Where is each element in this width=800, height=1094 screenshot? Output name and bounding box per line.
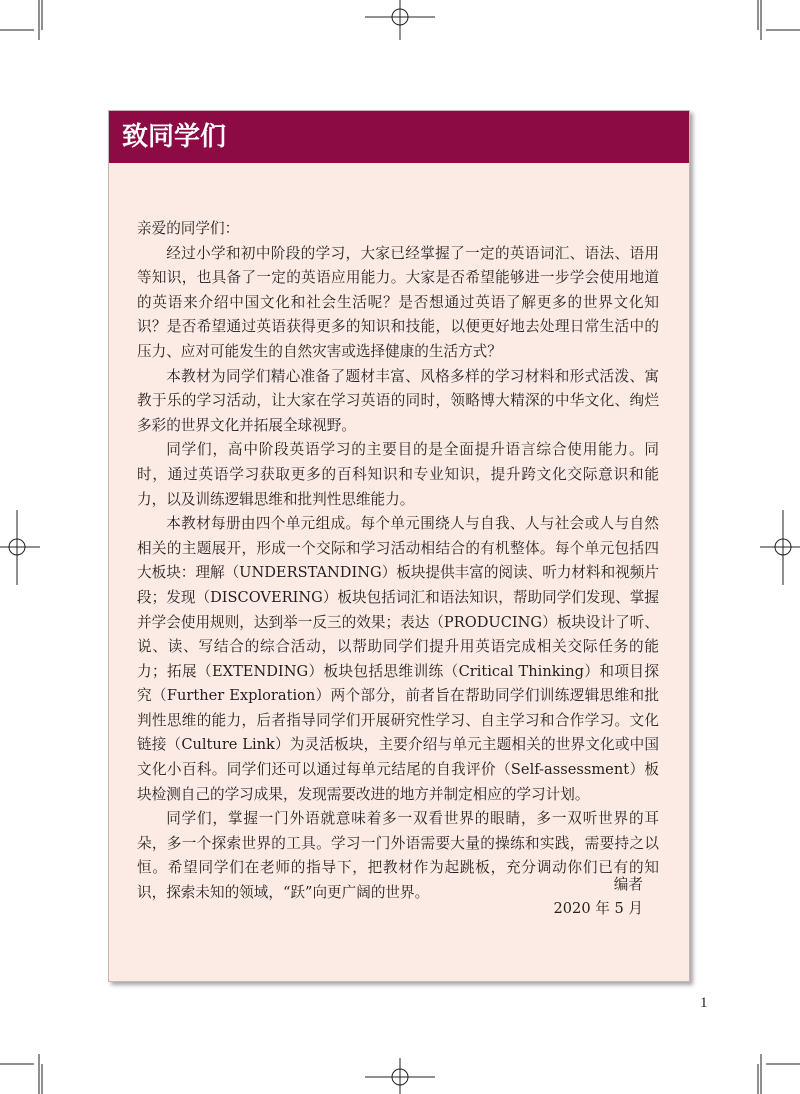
- signature: 编者: [613, 876, 643, 893]
- paragraph: 同学们，掌握一门外语就意味着多一双看世界的眼睛，多一双听世界的耳朵，多一个探索世界的工具。学习一门外语需要大量的操练和实践，需要持之以恒。希望同学们在老师的指导下，把教材作为起跳板，充分调动你们已有的知识，探索未知的领域，“跃”向更广阔的世界。: [137, 810, 659, 902]
- title-banner: [109, 111, 689, 163]
- paragraph: 经过小学和初中阶段的学习，大家已经掌握了一定的英语词汇、语法、语用等知识，也具备了一定的英语应用能力。大家是否希望能够进一步学会使用地道的英语来介绍中国文化和社会生活呢？是否想通过英语了解更多的世界文化知识？是否希望通过英语获得更多的知识和技能，以便更好地去处理日常生活中的压力、应对可能发生的自然灾害或选择健康的生活方式？: [137, 244, 659, 360]
- signature-block: [553, 873, 643, 921]
- paragraph: 本教材每册由四个单元组成。每个单元围绕人与自我、人与社会或人与自然相关的主题展开，形成一个交际和学习活动相结合的有机整体。每个单元包括四大板块：理解（UNDERSTANDING）板块提供丰富的阅读、听力材料和视频片段；发现（DISCOVERING）板块包括词汇和语法知识，帮助同学们发现、掌握并学会使用规则，达到举一反三的效果；表达（PRODUCING）板块设计了听、说、读、写结合的综合活动，以帮助同学们提升用英语完成相关交际任务的能力；拓展（EXTENDING）板块包括思维训练（Critical Thinking）和项目探究（Further Exploration）两个部分，前者旨在帮助同学们训练逻辑思维和批判性思维的能力，后者指导同学们开展研究性学习、自主学习和合作学习。文化链接（Culture Link）为灵活板块，主要介绍与单元主题相关的世界文化或中国文化小百科。同学们还可以通过每单元结尾的自我评价（Self-assessment）板块检测自己的学习成果，发现需要改进的地方并制定相应的学习计划。: [137, 515, 659, 803]
- letter-body: [137, 217, 659, 906]
- page-number: 1: [700, 995, 708, 1011]
- paragraph: 本教材为同学们精心准备了题材丰富、风格多样的学习材料和形式活泼、寓教于乐的学习活动，让大家在学习英语的同时，领略博大精深的中华文化、绚烂多彩的世界文化并拓展全球视野。: [137, 367, 659, 434]
- paragraph: 同学们，高中阶段英语学习的主要目的是全面提升语言综合使用能力。同时，通过英语学习获取更多的百科知识和专业知识，提升跨文化交际意识和能力，以及训练逻辑思维和批判性思维能力。: [137, 441, 659, 508]
- salutation: 亲爱的同学们：: [137, 220, 240, 237]
- date: 2020 年 5 月: [553, 900, 643, 917]
- page-title: 致同学们: [122, 122, 227, 152]
- letter-card: [108, 110, 690, 982]
